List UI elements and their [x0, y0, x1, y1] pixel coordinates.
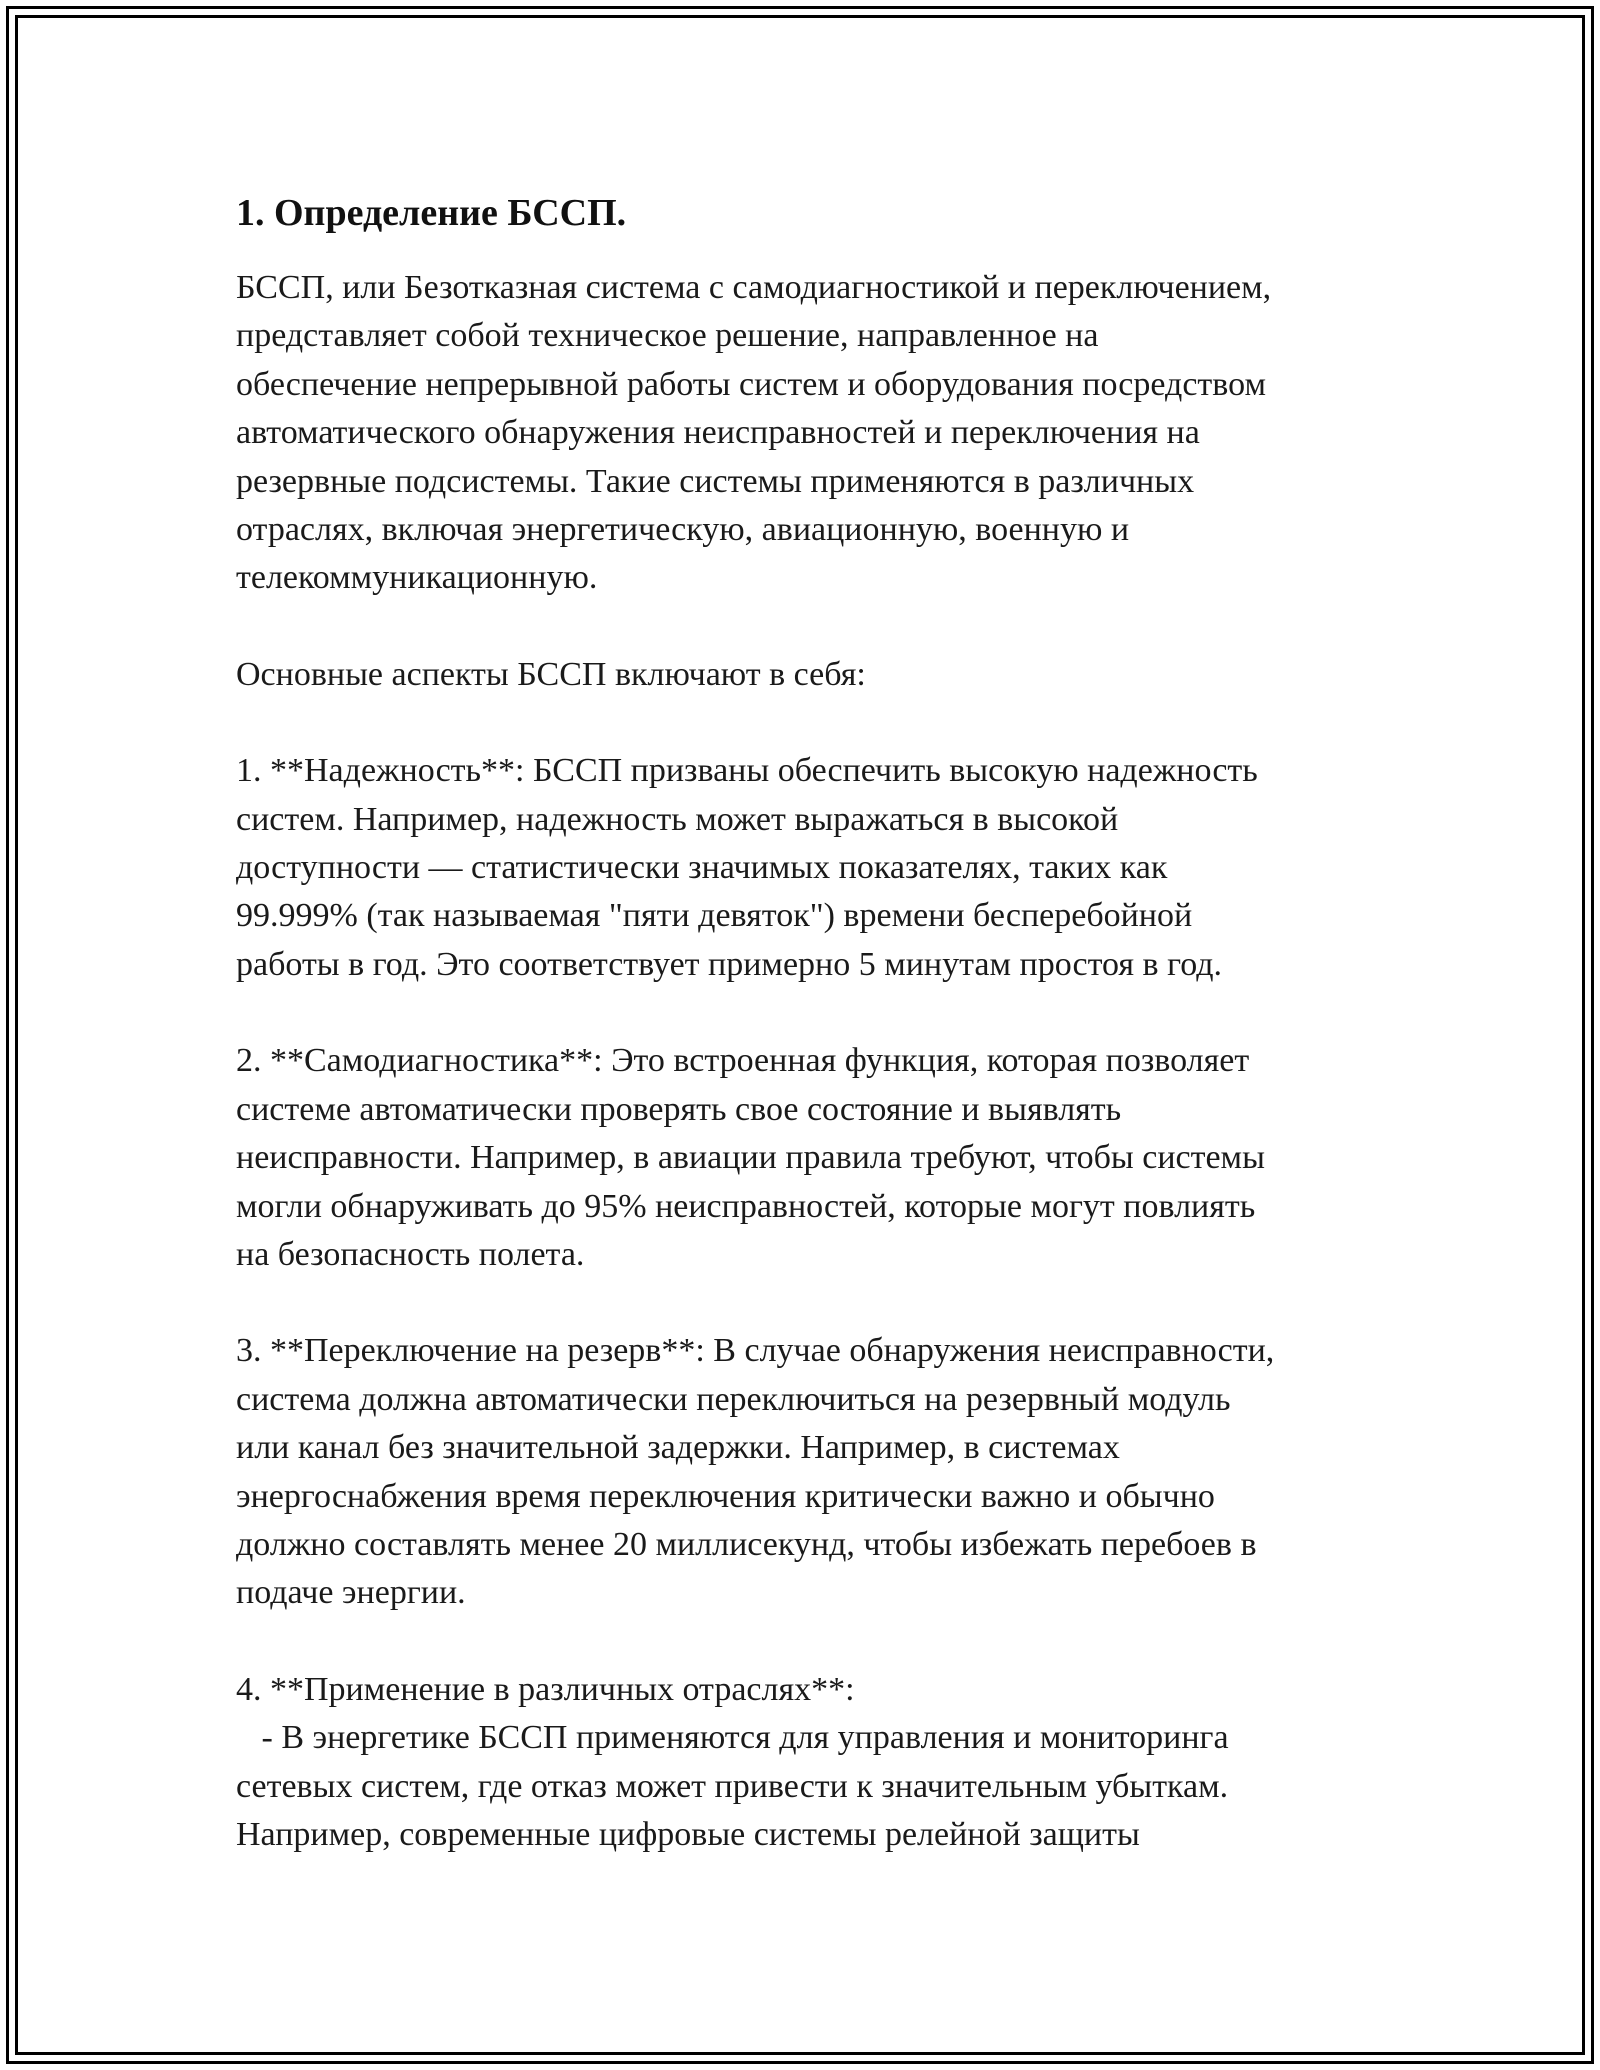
- text-line: подаче энергии.: [236, 1574, 466, 1612]
- text-line: могли обнаруживать до 95% неисправностей, которые могут повлиять: [236, 1187, 1256, 1225]
- text-line: отраслях, включая энергетическую, авиационную, военную и: [236, 511, 1130, 549]
- paragraph: [236, 747, 1376, 989]
- text-line: сетевых систем, где отказ может привести к значительным убыткам.: [236, 1767, 1229, 1805]
- paragraphs-container: [236, 264, 1376, 1859]
- text-line: система должна автоматически переключиться на резервный модуль: [236, 1380, 1231, 1418]
- text-line: систем. Например, надежность может выражаться в высокой: [236, 800, 1119, 838]
- text-line: 2. **Самодиагностика**: Это встроенная функция, которая позволяет: [236, 1042, 1250, 1080]
- paragraph: [236, 1327, 1376, 1617]
- text-line: автоматического обнаружения неисправностей и переключения на: [236, 414, 1200, 452]
- text-line: должно составлять менее 20 миллисекунд, чтобы избежать перебоев в: [236, 1525, 1257, 1563]
- text-line: 4. **Применение в различных отраслях**:: [236, 1670, 855, 1708]
- text-line: 99.999% (так называемая "пяти девяток") времени бесперебойной: [236, 897, 1193, 935]
- text-line: на безопасность полета.: [236, 1235, 585, 1273]
- text-line: обеспечение непрерывной работы систем и оборудования посредством: [236, 365, 1266, 403]
- text-line: доступности — статистически значимых показателях, таких как: [236, 849, 1168, 887]
- paragraph: [236, 651, 1376, 699]
- paragraph: [236, 264, 1376, 603]
- paragraph: [236, 1666, 1376, 1860]
- text-line: Например, современные цифровые системы релейной защиты: [236, 1815, 1140, 1853]
- text-line: работы в год. Это соответствует примерно 5 минутам простоя в год.: [236, 945, 1223, 983]
- text-line: телекоммуникационную.: [236, 559, 598, 597]
- text-line: системе автоматически проверять свое состояние и выявлять: [236, 1090, 1122, 1128]
- document-body: [236, 188, 1376, 1907]
- paragraph: [236, 1037, 1376, 1279]
- text-line: Основные аспекты БССП включают в себя:: [236, 655, 866, 693]
- text-line: 3. **Переключение на резерв**: В случае обнаружения неисправности,: [236, 1332, 1275, 1370]
- text-line: 1. **Надежность**: БССП призваны обеспечить высокую надежность: [236, 752, 1258, 790]
- text-line: резервные подсистемы. Такие системы применяются в различных: [236, 462, 1195, 500]
- section-heading: 1. Определение БССП.: [236, 192, 627, 234]
- text-line: - В энергетике БССП применяются для управления и мониторинга: [236, 1719, 1229, 1757]
- text-line: представляет собой техническое решение, направленное на: [236, 317, 1099, 355]
- text-line: энергоснабжения время переключения критически важно и обычно: [236, 1477, 1215, 1515]
- text-line: неисправности. Например, в авиации правила требуют, чтобы системы: [236, 1139, 1265, 1177]
- text-line: или канал без значительной задержки. Например, в системах: [236, 1429, 1120, 1467]
- text-line: БССП, или Безотказная система с самодиагностикой и переключением,: [236, 269, 1272, 306]
